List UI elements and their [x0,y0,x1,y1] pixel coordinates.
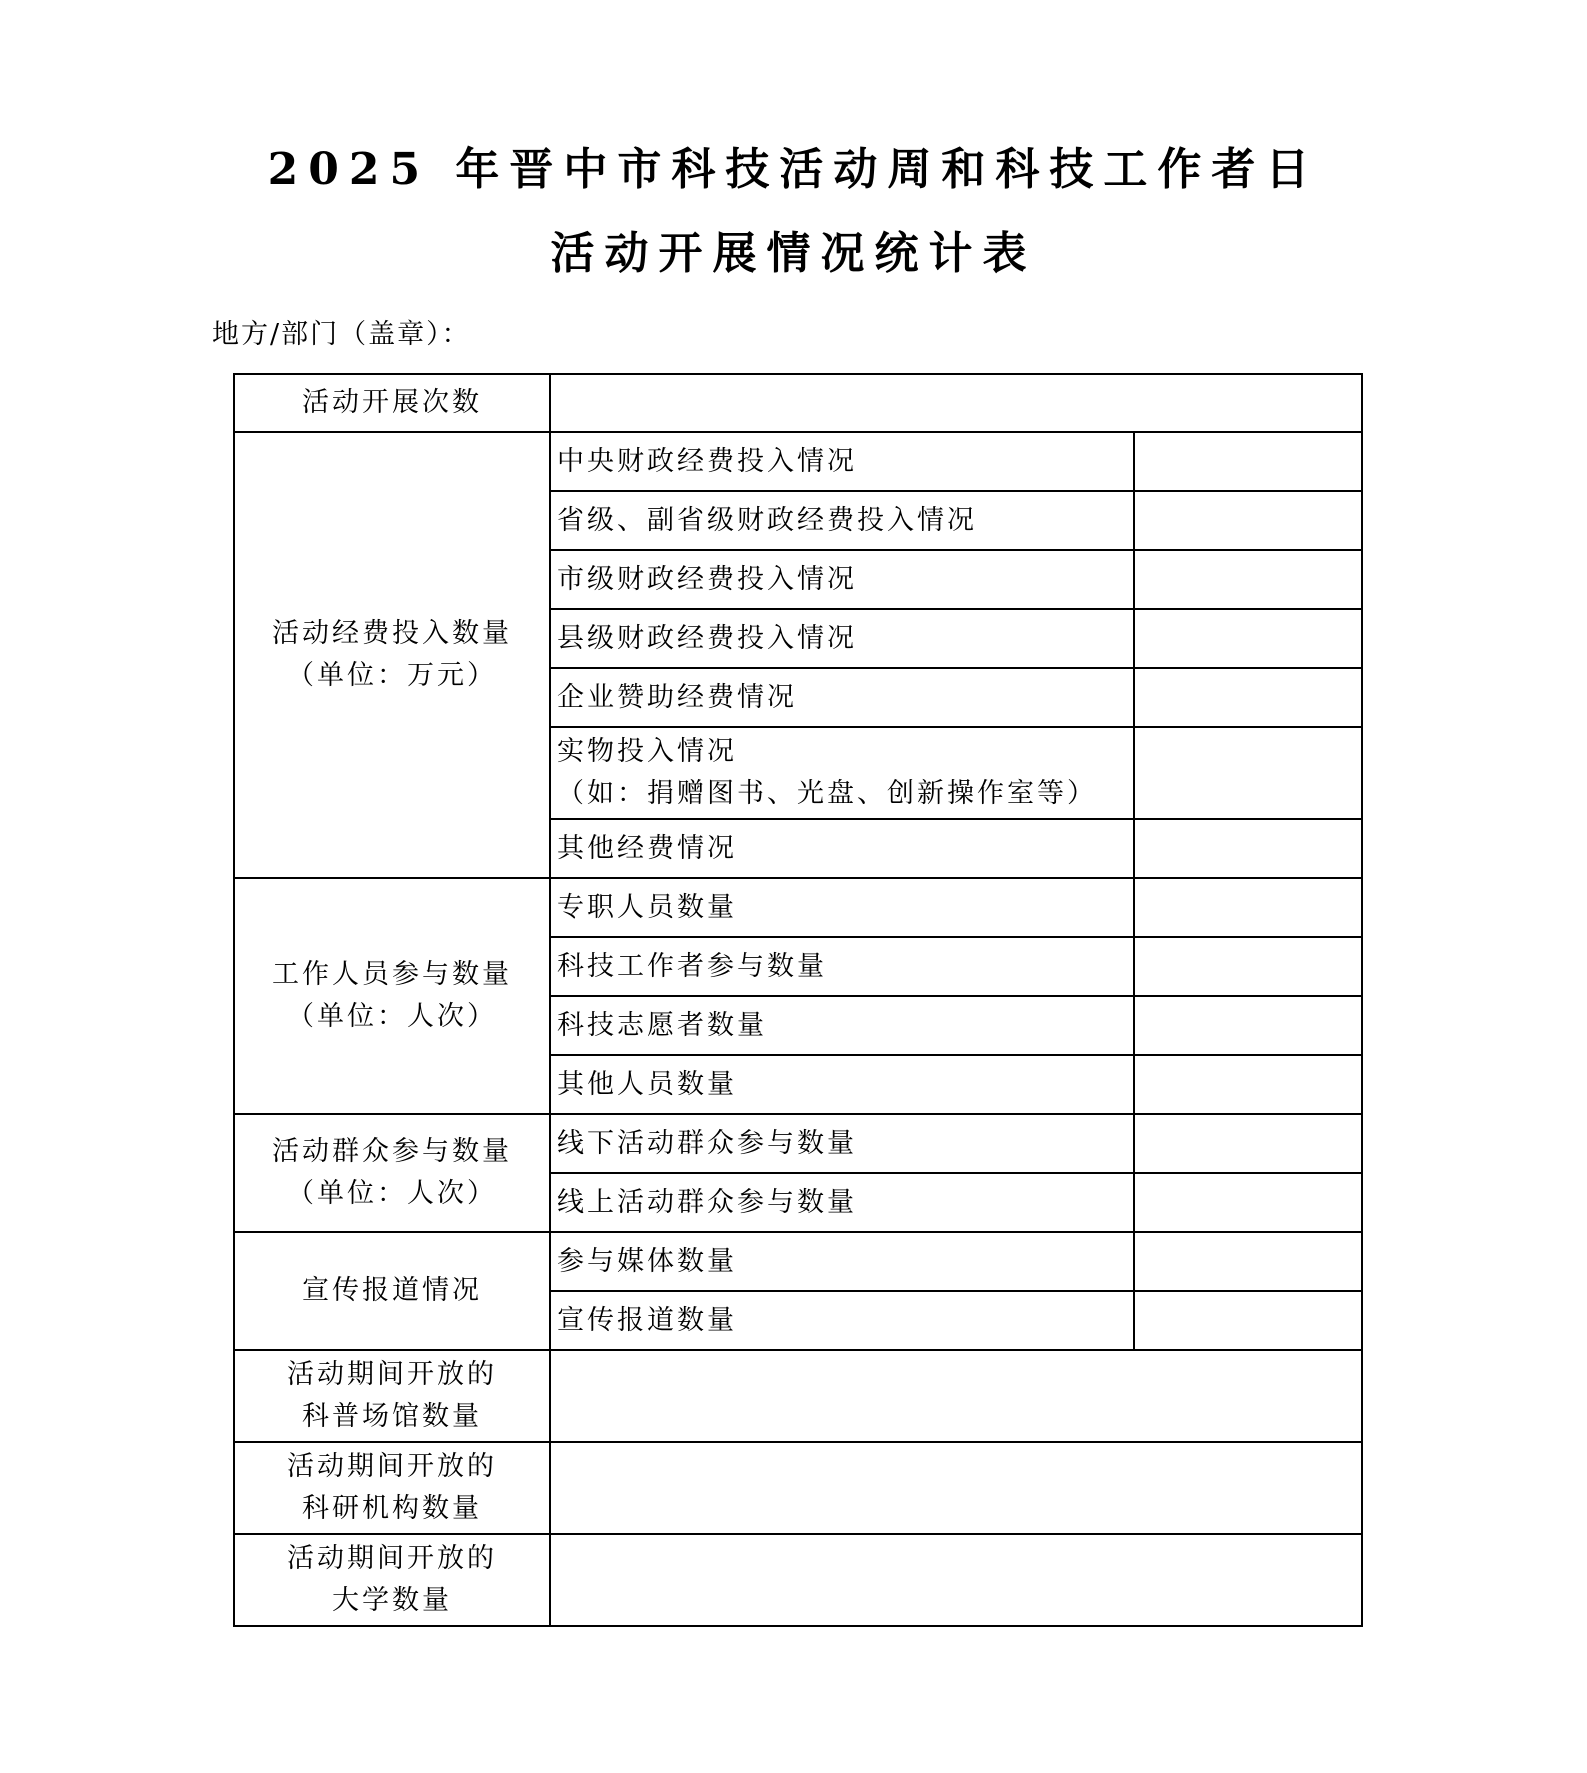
staff-category-label: 工作人员参与数量 [272,959,512,990]
staff-item-value[interactable] [1134,1055,1362,1114]
funding-category-label: 活动经费投入数量 [272,618,512,649]
institutes-value[interactable] [550,1442,1362,1534]
public-category-unit: （单位：人次） [287,1178,497,1209]
funding-item-value[interactable] [1134,609,1362,668]
public-item-value[interactable] [1134,1114,1362,1173]
funding-item-label: 省级、副省级财政经费投入情况 [550,491,1134,550]
staff-category-unit: （单位：人次） [287,1001,497,1032]
publicity-item-label: 宣传报道数量 [550,1291,1134,1350]
funding-item-label: 县级财政经费投入情况 [550,609,1134,668]
publicity-item-value[interactable] [1134,1232,1362,1291]
staff-item-value[interactable] [1134,937,1362,996]
unit-seal-label: 地方/部门（盖章）： [212,319,471,350]
staff-item-value[interactable] [1134,996,1362,1055]
table-row [234,374,1362,432]
venues-label-line1: 活动期间开放的 [287,1359,497,1390]
table-row [234,1442,1362,1534]
universities-label-line2: 大学数量 [332,1585,452,1616]
funding-item-label: 市级财政经费投入情况 [550,550,1134,609]
staff-item-value[interactable] [1134,878,1362,937]
funding-item-value[interactable] [1134,668,1362,727]
venues-label-line2: 科普场馆数量 [302,1401,482,1432]
funding-item-label: 其他经费情况 [550,819,1134,878]
staff-item-label: 其他人员数量 [550,1055,1134,1114]
staff-item-label: 科技志愿者数量 [550,996,1134,1055]
venues-label-cell [234,1350,550,1442]
table-row [234,1534,1362,1626]
public-category-label: 活动群众参与数量 [272,1136,512,1167]
table-row [234,432,1362,491]
table-row [234,1114,1362,1173]
funding-item-label: 实物投入情况 [557,736,737,767]
document-title-line2: 活动开展情况统计表 [550,228,1037,279]
institutes-label-cell [234,1442,550,1534]
universities-label-line1: 活动期间开放的 [287,1543,497,1574]
institutes-label-line2: 科研机构数量 [302,1493,482,1524]
publicity-item-label: 参与媒体数量 [550,1232,1134,1291]
funding-item-note: （如：捐赠图书、光盘、创新操作室等） [557,778,1097,809]
statistics-table [233,373,1363,1627]
funding-item-value[interactable] [1134,727,1362,819]
institutes-label-line1: 活动期间开放的 [287,1451,497,1482]
public-item-label: 线下活动群众参与数量 [550,1114,1134,1173]
universities-label-cell [234,1534,550,1626]
universities-value[interactable] [550,1534,1362,1626]
funding-category-cell [234,432,550,878]
table-row [234,1232,1362,1291]
funding-category-unit: （单位：万元） [287,660,497,691]
venues-value[interactable] [550,1350,1362,1442]
funding-item-value[interactable] [1134,432,1362,491]
publicity-item-value[interactable] [1134,1291,1362,1350]
staff-category-cell [234,878,550,1114]
activity-count-value[interactable] [550,374,1362,432]
activity-count-label: 活动开展次数 [234,374,550,432]
document-title-line1: 2025 年晋中市科技活动周和科技工作者日 [267,144,1320,195]
public-category-cell [234,1114,550,1232]
table-row [234,1350,1362,1442]
staff-item-label: 科技工作者参与数量 [550,937,1134,996]
funding-item-value[interactable] [1134,491,1362,550]
public-item-label: 线上活动群众参与数量 [550,1173,1134,1232]
funding-item-label: 企业赞助经费情况 [550,668,1134,727]
funding-item-value[interactable] [1134,550,1362,609]
table-row [234,878,1362,937]
staff-item-label: 专职人员数量 [550,878,1134,937]
funding-item-value[interactable] [1134,819,1362,878]
publicity-category-label: 宣传报道情况 [234,1232,550,1350]
funding-item-label-cell [550,727,1134,819]
public-item-value[interactable] [1134,1173,1362,1232]
funding-item-label: 中央财政经费投入情况 [550,432,1134,491]
